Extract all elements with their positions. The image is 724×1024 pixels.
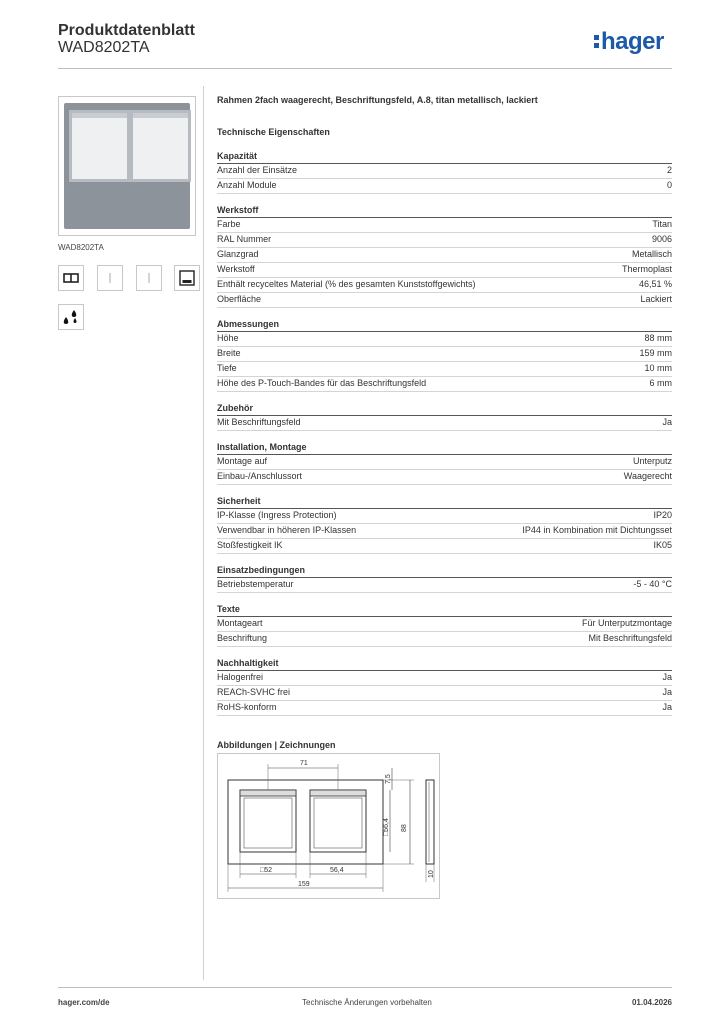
spec-row bbox=[217, 671, 672, 686]
spec-row bbox=[217, 377, 672, 392]
dim-total-height: 88 bbox=[401, 824, 408, 832]
spec-label: IP-Klasse (Ingress Protection) bbox=[217, 510, 337, 520]
spec-row bbox=[217, 509, 672, 524]
spec-label: Höhe bbox=[217, 333, 239, 343]
single-line-icon bbox=[97, 265, 123, 291]
article-number: WAD8202TA bbox=[58, 39, 150, 56]
spec-label: Stoßfestigkeit IK bbox=[217, 540, 283, 550]
drawing-insert-left bbox=[240, 790, 296, 852]
spec-value: 88 mm bbox=[644, 333, 672, 343]
spec-value: Ja bbox=[662, 672, 672, 682]
spec-row bbox=[217, 617, 672, 632]
spec-row bbox=[217, 278, 672, 293]
spec-label: Werkstoff bbox=[217, 264, 255, 274]
spec-section bbox=[217, 203, 672, 308]
spec-row bbox=[217, 632, 672, 647]
spec-label: Höhe des P-Touch-Bandes für das Beschriftungsfeld bbox=[217, 378, 427, 388]
spec-value: Ja bbox=[662, 687, 672, 697]
spec-value: 10 mm bbox=[644, 363, 672, 373]
dim-pitch: 71 bbox=[300, 760, 308, 767]
spec-row bbox=[217, 701, 672, 716]
footer-divider bbox=[58, 987, 672, 988]
spec-value: IK05 bbox=[653, 540, 672, 550]
single-line-icon bbox=[136, 265, 162, 291]
spec-label: Anzahl der Einsätze bbox=[217, 165, 298, 175]
spec-value: 2 bbox=[666, 165, 672, 175]
logo-dots-icon bbox=[594, 35, 599, 51]
spec-row bbox=[217, 455, 672, 470]
spec-row bbox=[217, 470, 672, 485]
spec-row bbox=[217, 539, 672, 554]
spec-row bbox=[217, 164, 672, 179]
spec-label: Oberfläche bbox=[217, 294, 262, 304]
footer-notice: Technische Änderungen vorbehalten bbox=[302, 998, 432, 1007]
spec-label: Einbau-/Anschlussort bbox=[217, 471, 303, 481]
spec-value: Titan bbox=[652, 219, 672, 229]
dim-insert-height: □56,4 bbox=[383, 818, 390, 836]
insert-left bbox=[69, 110, 130, 182]
spec-label: Glanzgrad bbox=[217, 249, 259, 259]
spec-value: IP44 in Kombination mit Dichtungsset bbox=[522, 525, 672, 535]
section-title: Texte bbox=[217, 602, 672, 617]
spec-value: Ja bbox=[662, 702, 672, 712]
spec-section bbox=[217, 656, 672, 716]
spec-row bbox=[217, 362, 672, 377]
dim-insert-width-a: □52 bbox=[260, 867, 273, 874]
spec-label: RAL Nummer bbox=[217, 234, 272, 244]
spec-row bbox=[217, 218, 672, 233]
spec-row bbox=[217, 233, 672, 248]
footer-website[interactable]: hager.com/de bbox=[58, 998, 110, 1007]
spec-section bbox=[217, 602, 672, 647]
hager-logo bbox=[594, 28, 664, 56]
dim-insert-width-b: 56,4 bbox=[330, 867, 344, 874]
spec-row bbox=[217, 347, 672, 362]
section-title: Einsatzbedingungen bbox=[217, 563, 672, 578]
section-title: Installation, Montage bbox=[217, 440, 672, 455]
spec-sections bbox=[217, 149, 672, 716]
spec-label: Halogenfrei bbox=[217, 672, 264, 682]
spec-label: Betriebstemperatur bbox=[217, 579, 294, 589]
section-title: Abmessungen bbox=[217, 317, 672, 332]
spec-value: 6 mm bbox=[649, 378, 672, 388]
tech-heading: Technische Eigenschaften bbox=[217, 127, 330, 137]
dim-label-height: 7,5 bbox=[385, 774, 392, 784]
spec-label: Anzahl Module bbox=[217, 180, 277, 190]
spec-section bbox=[217, 563, 672, 593]
spec-label: RoHS-konform bbox=[217, 702, 277, 712]
spec-label: Farbe bbox=[217, 219, 241, 229]
spec-section bbox=[217, 149, 672, 194]
product-description: Rahmen 2fach waagerecht, Beschriftungsfeld, A.8, titan metallisch, lackiert bbox=[217, 95, 538, 105]
image-caption: WAD8202TA bbox=[58, 243, 104, 252]
footer-date: 01.04.2026 bbox=[631, 998, 672, 1007]
water-drops-icon bbox=[58, 304, 84, 330]
spec-value: 46,51 % bbox=[638, 279, 672, 289]
spec-value: 159 mm bbox=[639, 348, 672, 358]
document-title: Produktdatenblatt bbox=[58, 22, 195, 39]
spec-label: Breite bbox=[217, 348, 241, 358]
spec-label: Enthält recyceltes Material (% des gesamten Kunststoffgewichts) bbox=[217, 279, 476, 289]
spec-value: Für Unterputzmontage bbox=[581, 618, 672, 628]
spec-value: Mit Beschriftungsfeld bbox=[588, 633, 672, 643]
spec-label: Verwendbar in höheren IP-Klassen bbox=[217, 525, 357, 535]
section-title: Zubehör bbox=[217, 401, 672, 416]
dim-total-width: 159 bbox=[298, 881, 310, 888]
column-divider bbox=[203, 86, 204, 980]
spec-label: Beschriftung bbox=[217, 633, 268, 643]
spec-value: Metallisch bbox=[631, 249, 672, 259]
spec-section bbox=[217, 440, 672, 485]
spec-value: Waagerecht bbox=[623, 471, 672, 481]
label-field-icon bbox=[174, 265, 200, 291]
section-title: Kapazität bbox=[217, 149, 672, 164]
dim-depth: 10 bbox=[428, 870, 435, 878]
spec-row bbox=[217, 332, 672, 347]
spec-value: -5 - 40 °C bbox=[633, 579, 672, 589]
spec-row bbox=[217, 248, 672, 263]
spec-value: 9006 bbox=[651, 234, 672, 244]
section-title: Werkstoff bbox=[217, 203, 672, 218]
drawing-side-view bbox=[426, 780, 434, 864]
technical-drawing bbox=[217, 753, 440, 899]
spec-row bbox=[217, 416, 672, 431]
spec-label: Montage auf bbox=[217, 456, 268, 466]
spec-row bbox=[217, 578, 672, 593]
spec-section bbox=[217, 317, 672, 392]
main-content bbox=[217, 92, 672, 752]
insert-right bbox=[130, 110, 191, 182]
brand-name: hager bbox=[601, 28, 664, 55]
spec-label: Mit Beschriftungsfeld bbox=[217, 417, 301, 427]
spec-value: 0 bbox=[666, 180, 672, 190]
spec-label: Tiefe bbox=[217, 363, 237, 373]
spec-value: Ja bbox=[662, 417, 672, 427]
spec-row bbox=[217, 293, 672, 308]
spec-value: IP20 bbox=[653, 510, 672, 520]
drawings-heading: Abbildungen | Zeichnungen bbox=[217, 740, 336, 750]
spec-row bbox=[217, 686, 672, 701]
spec-section bbox=[217, 401, 672, 431]
double-frame-icon bbox=[58, 265, 84, 291]
spec-section bbox=[217, 494, 672, 554]
spec-label: REACh-SVHC frei bbox=[217, 687, 291, 697]
spec-label: Montageart bbox=[217, 618, 263, 628]
frame-body bbox=[64, 103, 190, 229]
spec-row bbox=[217, 263, 672, 278]
spec-row bbox=[217, 179, 672, 194]
section-title: Sicherheit bbox=[217, 494, 672, 509]
header-divider bbox=[58, 68, 672, 69]
section-title: Nachhaltigkeit bbox=[217, 656, 672, 671]
spec-row bbox=[217, 524, 672, 539]
drawing-insert-right bbox=[310, 790, 366, 852]
spec-value: Lackiert bbox=[640, 294, 672, 304]
spec-value: Thermoplast bbox=[621, 264, 672, 274]
spec-value: Unterputz bbox=[632, 456, 672, 466]
product-image bbox=[58, 96, 196, 236]
